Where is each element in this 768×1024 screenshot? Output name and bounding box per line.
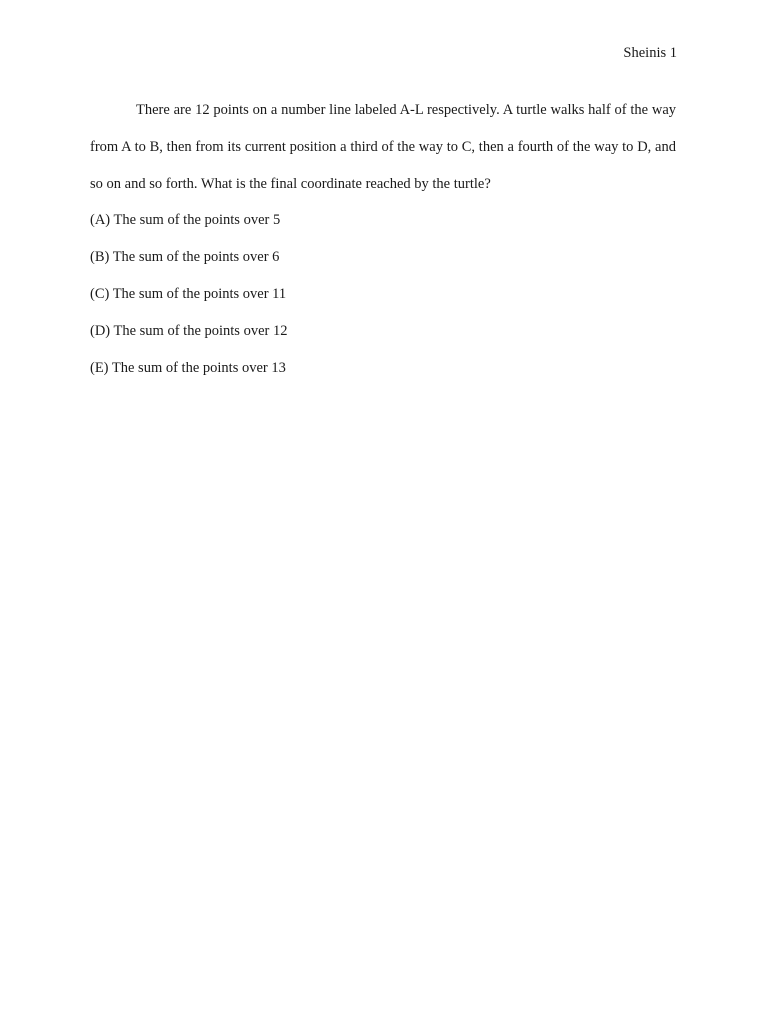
question-paragraph: There are 12 points on a number line labeled A-L respectively. A turtle walks half of the way from A to B, then from its current position a third of the way to C, then a fourth of the way to D, and so on and so forth. What is the final coordinate reached by the turtle? <box>90 102 676 192</box>
body-text <box>90 92 676 386</box>
option-e: (E) The sum of the points over 13 <box>90 359 286 376</box>
option-d: (D) The sum of the points over 12 <box>90 322 288 339</box>
option-c: (C) The sum of the points over 11 <box>90 285 287 302</box>
option-b: (B) The sum of the points over 6 <box>90 249 280 266</box>
running-head: Sheinis 1 <box>623 45 677 61</box>
option-a: (A) The sum of the points over 5 <box>90 212 281 229</box>
